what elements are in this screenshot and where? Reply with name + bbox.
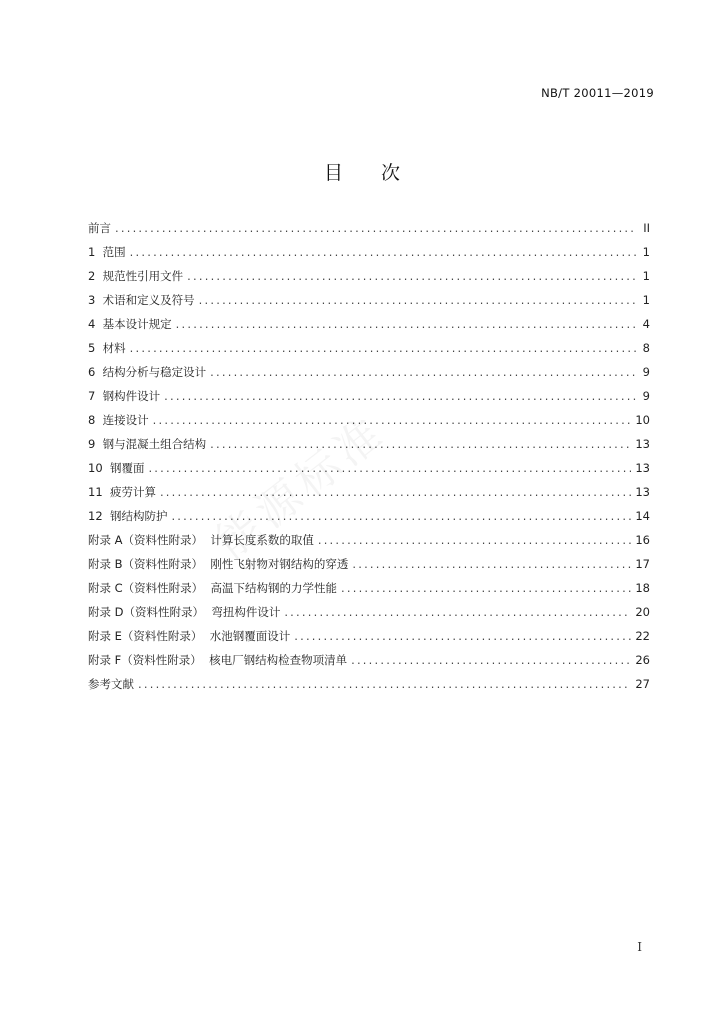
toc-entry-label: 12 钢结构防护: [88, 509, 168, 523]
toc-entry-label: 1 范围: [88, 245, 126, 259]
toc-entry-page: 10: [635, 413, 650, 427]
toc-entry[interactable]: [88, 288, 650, 312]
toc-entry-page: 13: [635, 461, 650, 475]
toc-entry[interactable]: [88, 456, 650, 480]
toc-entry[interactable]: [88, 312, 650, 336]
toc-entry-page: 18: [635, 581, 650, 595]
toc-leader-dots: [199, 288, 636, 312]
toc-entry-page: 20: [635, 605, 650, 619]
toc-leader-dots: [171, 504, 631, 528]
toc-entry-label: 5 材料: [88, 341, 126, 355]
toc-leader-dots: [210, 432, 631, 456]
toc-entry-page: 22: [635, 629, 650, 643]
toc-entry-page: 13: [635, 485, 650, 499]
standard-code: NB/T 20011—2019: [541, 86, 654, 100]
toc-leader-dots: [130, 240, 636, 264]
toc-entry-label: 6 结构分析与稳定设计: [88, 365, 207, 379]
toc-entry[interactable]: [88, 408, 650, 432]
toc-leader-dots: [341, 576, 631, 600]
toc-entry-label: 附录 D（资料性附录） 弯扭构件设计: [88, 605, 281, 619]
toc-entry-page: II: [643, 221, 650, 235]
toc-entry[interactable]: [88, 264, 650, 288]
toc-entry[interactable]: [88, 504, 650, 528]
toc-entry[interactable]: [88, 360, 650, 384]
toc-entry[interactable]: [88, 552, 650, 576]
toc-entry-label: 7 钢构件设计: [88, 389, 161, 403]
table-of-contents: [88, 216, 650, 696]
toc-entry[interactable]: [88, 576, 650, 600]
toc-entry[interactable]: [88, 528, 650, 552]
toc-entry-label: 10 钢覆面: [88, 461, 145, 475]
toc-entry-label: 2 规范性引用文件: [88, 269, 184, 283]
toc-entry-label: 8 连接设计: [88, 413, 149, 427]
toc-entry-page: 9: [642, 389, 650, 403]
page-title: 目 次: [323, 162, 417, 184]
page-number: I: [637, 940, 642, 954]
toc-entry-label: 11 疲劳计算: [88, 485, 156, 499]
toc-leader-dots: [210, 360, 636, 384]
toc-leader-dots: [187, 264, 636, 288]
toc-entry[interactable]: [88, 240, 650, 264]
toc-entry-label: 附录 F（资料性附录） 核电厂钢结构检查物项清单: [88, 653, 348, 667]
toc-entry-page: 9: [642, 365, 650, 379]
toc-leader-dots: [153, 408, 632, 432]
toc-entry[interactable]: [88, 216, 650, 240]
toc-entry-page: 27: [635, 677, 650, 691]
toc-entry[interactable]: [88, 384, 650, 408]
toc-entry-page: 1: [642, 269, 650, 283]
toc-entry[interactable]: [88, 432, 650, 456]
toc-entry-label: 前言: [88, 221, 111, 235]
toc-entry-label: 附录 E（资料性附录） 水池钢覆面设计: [88, 629, 291, 643]
toc-entry-page: 1: [642, 245, 650, 259]
toc-entry[interactable]: [88, 648, 650, 672]
toc-leader-dots: [160, 480, 631, 504]
toc-leader-dots: [176, 312, 636, 336]
toc-leader-dots: [164, 384, 636, 408]
toc-leader-dots: [148, 456, 631, 480]
toc-entry-page: 13: [635, 437, 650, 451]
toc-entry-label: 参考文献: [88, 677, 134, 691]
toc-entry-page: 16: [635, 533, 650, 547]
toc-entry-label: 附录 C（资料性附录） 高温下结构钢的力学性能: [88, 581, 337, 595]
toc-leader-dots: [318, 528, 632, 552]
toc-entry[interactable]: [88, 480, 650, 504]
toc-entry[interactable]: [88, 672, 650, 696]
toc-entry[interactable]: [88, 600, 650, 624]
toc-leader-dots: [294, 624, 631, 648]
toc-entry-page: 17: [635, 557, 650, 571]
toc-entry-page: 26: [635, 653, 650, 667]
toc-leader-dots: [352, 552, 631, 576]
toc-entry-page: 14: [635, 509, 650, 523]
toc-entry-label: 9 钢与混凝土组合结构: [88, 437, 207, 451]
toc-entry-page: 8: [642, 341, 650, 355]
toc-entry[interactable]: [88, 624, 650, 648]
toc-entry[interactable]: [88, 336, 650, 360]
toc-leader-dots: [138, 672, 631, 696]
toc-entry-label: 4 基本设计规定: [88, 317, 172, 331]
toc-entry-label: 附录 A（资料性附录） 计算长度系数的取值: [88, 533, 314, 547]
toc-leader-dots: [115, 216, 636, 240]
toc-entry-label: 3 术语和定义及符号: [88, 293, 195, 307]
toc-leader-dots: [284, 600, 631, 624]
toc-entry-page: 4: [642, 317, 650, 331]
toc-leader-dots: [130, 336, 636, 360]
toc-entry-label: 附录 B（资料性附录） 刚性飞射物对钢结构的穿透: [88, 557, 349, 571]
toc-leader-dots: [351, 648, 631, 672]
toc-entry-page: 1: [642, 293, 650, 307]
